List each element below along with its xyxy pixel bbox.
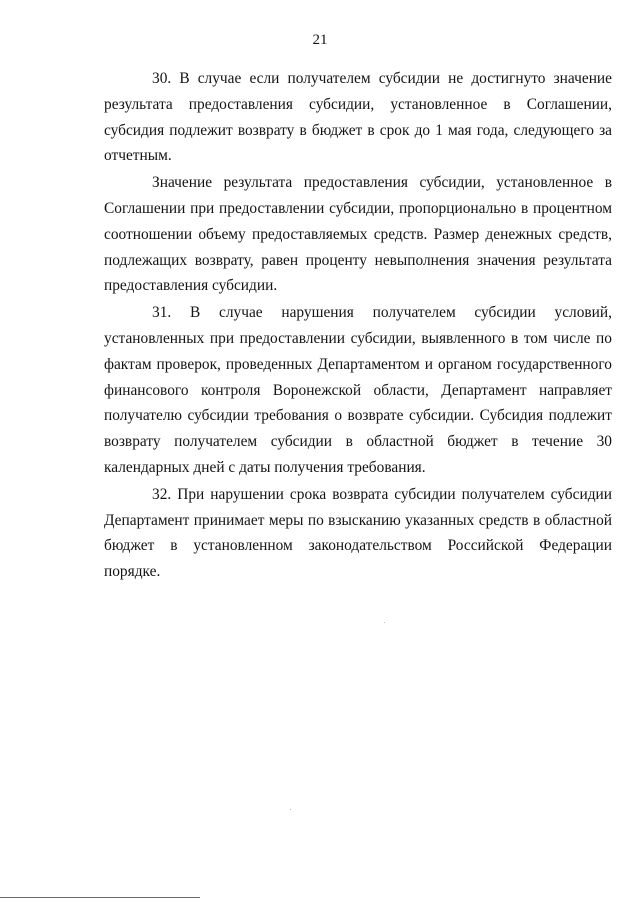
document-body [104, 66, 612, 586]
scan-speck [290, 809, 291, 810]
paragraph-30: 30. В случае если получателем субсидии не достигнуто значение результата предоставления субсидии, установленное в Соглашении, субсидия подлежит возврату в бюджет в срок до 1 мая года, следующего за отчетным. [104, 70, 612, 165]
scan-speck [384, 622, 385, 623]
paragraph-32: 32. При нарушении срока возврата субсидии получателем субсидии Департамент принимает меры по взысканию указанных средств в областной бюджет в установленном законодательством Российской Федерации порядке. [104, 485, 612, 581]
paragraph-31: 31. В случае нарушения получателем субсидии условий, установленных при предоставлении субсидии, выявленного в том числе по фактам проверок, проведенных Департаментом и органом государственного финансового контроля Воронежской области, Департамент направляет получателю субсидии требования о возврате субсидии. Субсидия подлежит возврату получателем субсидии в областной бюджет в течение 30 календарных дней с даты получения требования. [104, 304, 612, 476]
page-number: 21 [312, 32, 328, 48]
paragraph-30-continued: Значение результата предоставления субсидии, установленное в Соглашении при предоставлении субсидии, пропорционально в процентном соотношении объему предоставляемых средств. Размер денежных средств, подлежащих возврату, равен проценту невыполнения значения результата предоставления субсидии. [104, 174, 612, 295]
footer-rule [0, 897, 200, 898]
